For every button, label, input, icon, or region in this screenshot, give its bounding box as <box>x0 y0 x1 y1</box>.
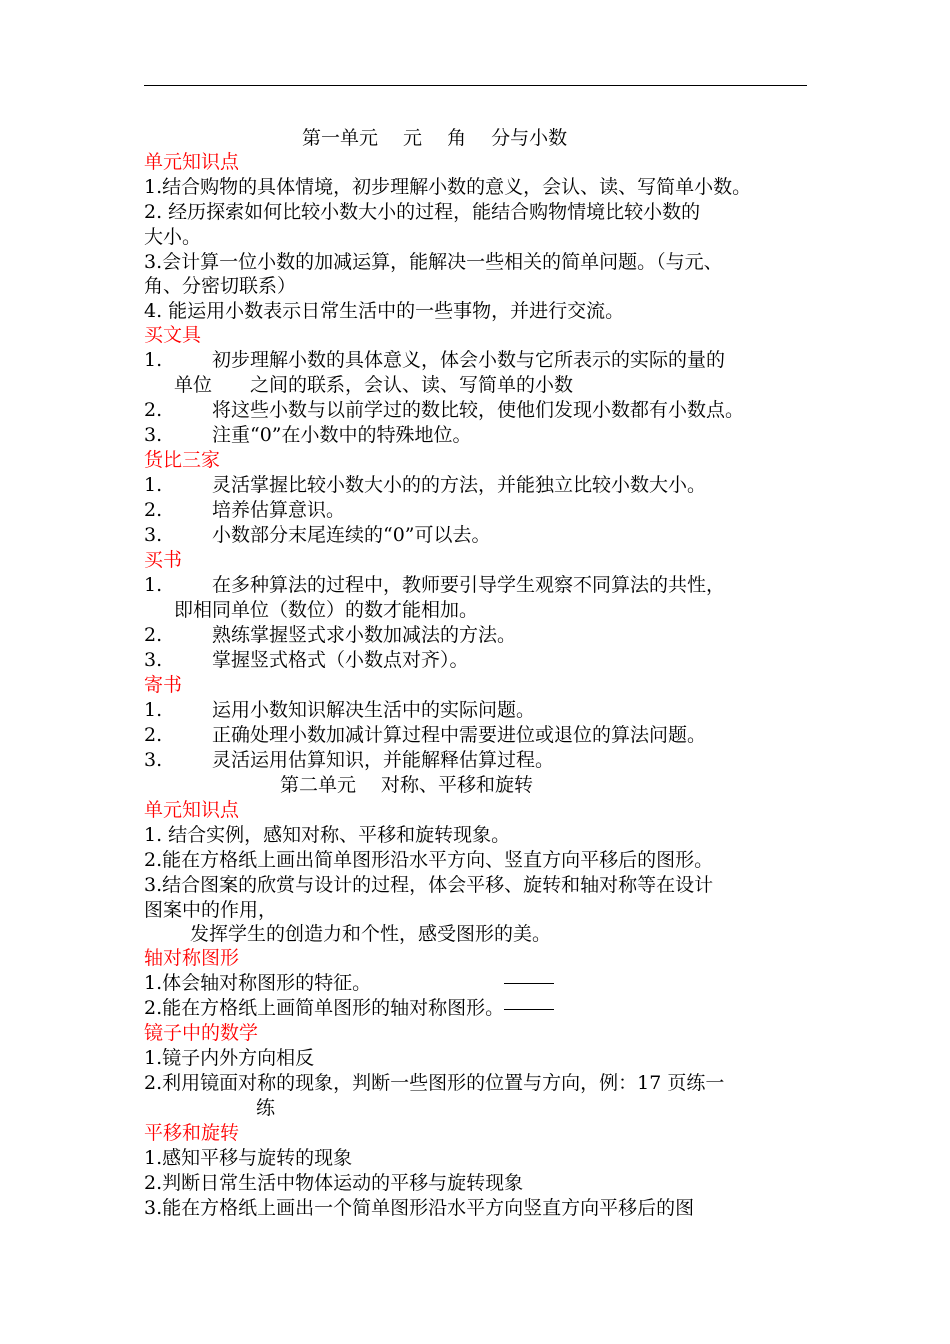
section-heading: 买书 <box>144 549 183 571</box>
section-heading: 货比三家 <box>144 449 221 471</box>
item-number: 2. <box>144 724 163 746</box>
unit1-knowledge-line: 2. 经历探索如何比较小数大小的过程，能结合购物情境比较小数的 <box>144 201 701 223</box>
item-text: 掌握竖式格式（小数点对齐）。 <box>212 649 469 671</box>
list-item <box>144 648 469 672</box>
list-item <box>144 623 516 647</box>
item-text: 小数部分末尾连续的“0”可以去。 <box>212 524 491 546</box>
unit2-knowledge-line: 3.结合图案的欣赏与设计的过程，体会平移、旋转和轴对称等在设计 <box>144 874 714 896</box>
unit2-knowledge-line: 2.能在方格纸上画出简单图形沿水平方向、竖直方向平移后的图形。 <box>144 849 714 871</box>
list-item: 1.镜子内外方向相反 <box>144 1047 315 1069</box>
list-item <box>144 423 472 447</box>
unit1-knowledge-heading: 单元知识点 <box>144 151 240 173</box>
item-number: 2. <box>144 399 163 421</box>
list-item <box>144 748 554 772</box>
section-heading: 买文具 <box>144 324 202 346</box>
item-number: 1. <box>144 474 163 496</box>
header-rule <box>144 85 807 86</box>
list-item <box>144 723 706 747</box>
list-item <box>144 348 725 372</box>
strike-line <box>504 1009 554 1010</box>
section-heading: 轴对称图形 <box>144 947 240 969</box>
item-number: 3. <box>144 749 163 771</box>
unit2-knowledge-heading: 单元知识点 <box>144 799 240 821</box>
item-number: 1. <box>144 699 163 721</box>
item-number: 2. <box>144 624 163 646</box>
item-number: 1. <box>144 574 163 596</box>
unit2-knowledge-line: 1. 结合实例，感知对称、平移和旋转现象。 <box>144 824 511 846</box>
list-item <box>144 473 706 497</box>
section-heading: 镜子中的数学 <box>144 1022 259 1044</box>
unit1-knowledge-line: 4. 能运用小数表示日常生活中的一些事物，并进行交流。 <box>144 300 625 322</box>
unit1-knowledge-line: 大小。 <box>144 226 202 248</box>
item-number: 3. <box>144 424 163 446</box>
item-text: 运用小数知识解决生活中的实际问题。 <box>212 699 536 721</box>
item-continuation: 单位 之间的联系，会认、读、写简单的小数 <box>174 374 574 396</box>
unit1-knowledge-line: 1.结合购物的具体情境，初步理解小数的意义，会认、读、写简单小数。 <box>144 176 752 198</box>
unit2-knowledge-line: 发挥学生的创造力和个性，感受图形的美。 <box>190 923 552 945</box>
unit1-knowledge-line: 角、分密切联系） <box>144 275 297 297</box>
list-item: 2.利用镜面对称的现象，判断一些图形的位置与方向，例：17 页练一 <box>144 1072 725 1094</box>
list-item: 1.感知平移与旋转的现象 <box>144 1147 353 1169</box>
item-text: 培养估算意识。 <box>212 499 346 521</box>
unit2-knowledge-line: 图案中的作用， <box>144 899 278 921</box>
item-text: 在多种算法的过程中，教师要引导学生观察不同算法的共性， <box>212 574 726 596</box>
list-item: 1.体会轴对称图形的特征。 <box>144 972 372 994</box>
item-text: 灵活运用估算知识，并能解释估算过程。 <box>212 749 555 771</box>
item-number: 1. <box>144 349 163 371</box>
list-item: 2.判断日常生活中物体运动的平移与旋转现象 <box>144 1172 524 1194</box>
section-heading: 平移和旋转 <box>144 1122 240 1144</box>
drawn-line <box>504 983 554 984</box>
list-item <box>144 498 345 522</box>
item-text: 注重“0”在小数中的特殊地位。 <box>212 424 472 446</box>
unit1-title: 第一单元 元 角 分与小数 <box>302 127 568 149</box>
item-number: 3. <box>144 649 163 671</box>
item-continuation: 练 <box>256 1097 276 1119</box>
item-text: 正确处理小数加减计算过程中需要进位或退位的算法问题。 <box>212 724 707 746</box>
item-number: 3. <box>144 524 163 546</box>
list-item <box>144 523 491 547</box>
item-number: 2. <box>144 499 163 521</box>
item-text: 初步理解小数的具体意义，体会小数与它所表示的实际的量的 <box>212 349 726 371</box>
section-heading: 寄书 <box>144 674 183 696</box>
item-continuation: 即相同单位（数位）的数才能相加。 <box>174 599 479 621</box>
item-text: 将这些小数与以前学过的数比较，使他们发现小数都有小数点。 <box>212 399 745 421</box>
list-item <box>144 698 535 722</box>
unit1-knowledge-line: 3.会计算一位小数的加减运算，能解决一些相关的简单问题。（与元、 <box>144 251 723 273</box>
list-item: 3.能在方格纸上画出一个简单图形沿水平方向竖直方向平移后的图 <box>144 1197 695 1219</box>
item-text: 熟练掌握竖式求小数加减法的方法。 <box>212 624 517 646</box>
unit2-title: 第二单元 对称、平移和旋转 <box>280 774 534 796</box>
item-text: 灵活掌握比较小数大小的的方法，并能独立比较小数大小。 <box>212 474 707 496</box>
list-item: 2.能在方格纸上画简单图形的轴对称图形。 <box>144 997 505 1019</box>
list-item <box>144 573 725 597</box>
list-item <box>144 398 744 422</box>
